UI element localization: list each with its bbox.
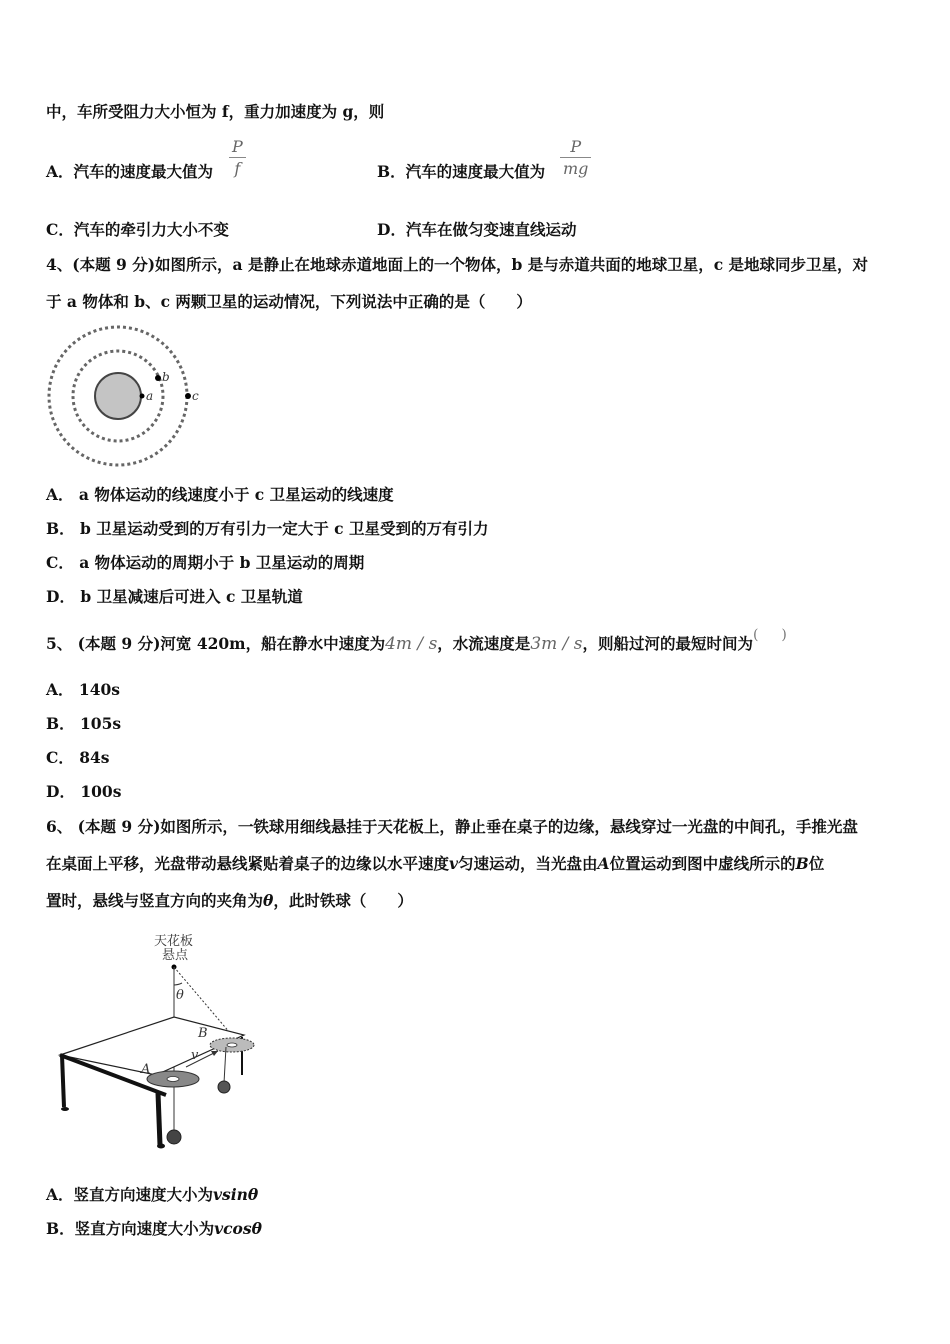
q6-stem-line1: 6、 (本题 9 分)如图所示，一铁球用细线悬挂于天花板上，静止垂在桌子的边缘，悬线穿过一光盘的中间孔，手推光盘 [46,817,858,836]
ball-a [167,1130,181,1144]
label-b: b [162,370,170,384]
q3-option-b-fraction: $\frac{P}{mg}$ [560,137,591,180]
water-speed: 3m / s [530,634,583,654]
q3-option-c[interactable]: C．汽车的牵引力大小不变 [46,220,229,239]
q4-option-a[interactable]: A． a 物体运动的线速度小于 c 卫星运动的线速度 [46,485,394,504]
satellite-c-dot [185,393,191,399]
q6-stem-line3: 置时，悬线与竖直方向的夹角为θ，此时铁球（ ） [46,891,413,910]
leg-foot-left [61,1107,69,1111]
q3-option-d[interactable]: D．汽车在做匀变速直线运动 [377,220,577,239]
position-b-label: B [198,1026,208,1041]
leg-foot-front [157,1144,165,1149]
q5-option-b[interactable]: B． 105s [46,714,122,733]
earth [95,373,141,419]
q5-option-d[interactable]: D． 100s [46,782,122,801]
q6-stem-line2: 在桌面上平移，光盘带动悬线紧贴着桌子的边缘以水平速度v匀速运动，当光盘由A位置运动到图中虚线所示的B位 [46,854,825,873]
table-leg-left [62,1055,64,1107]
q3-option-a-text: A．汽车的速度最大值为 [46,162,214,181]
table-leg-front [158,1093,160,1145]
q4-option-b[interactable]: B． b 卫星运动受到的万有引力一定大于 c 卫星受到的万有引力 [46,519,489,538]
suspension-point-label: 悬点 [162,948,189,963]
position-a-label: A [141,1062,151,1077]
q3-option-b[interactable] [377,162,545,182]
q3-option-a-fraction: $\frac{P}{f}$ [229,137,246,180]
q4-option-d[interactable]: D． b 卫星减速后可进入 c 卫星轨道 [46,587,303,606]
q5-stem: 5、 (本题 9 分)河宽 420m，船在静水中速度为4m / s，水流速度是3m / s，则船过河的最短时间为( ) [46,627,787,654]
q4-stem-line1: 4、(本题 9 分)如图所示，a 是静止在地球赤道地面上的一个物体，b 是与赤道共面的地球卫星，c 是地球同步卫星，对 [46,255,869,274]
orbit-figure [46,325,206,475]
label-c: c [192,389,199,403]
q6-option-b[interactable]: B．竖直方向速度大小为vcosθ [46,1219,262,1238]
boat-speed: 4m / s [385,634,438,654]
satellite-b-dot [155,375,161,381]
q3-option-b-text: B．汽车的速度最大值为 [377,162,546,181]
disc-a-hole [167,1077,179,1082]
q5-option-c[interactable]: C． 84s [46,748,110,767]
angle-arc [174,983,182,985]
angle-theta-label: θ [176,988,184,1003]
velocity-label: v [191,1048,199,1063]
q4-stem-line2: 于 a 物体和 b、c 两颗卫星的运动情况，下列说法中正确的是（ ） [46,292,532,311]
q3-option-a[interactable] [46,162,213,182]
label-a: a [146,389,154,403]
object-a-dot [140,394,145,399]
string-b-down [224,1047,226,1083]
table-figure [46,925,266,1155]
q3-stem-tail: 中，车所受阻力大小恒为 f，重力加速度为 g，则 [46,102,385,121]
q4-option-c[interactable]: C． a 物体运动的周期小于 b 卫星运动的周期 [46,553,365,572]
ceiling-label: 天花板 [154,934,194,949]
q5-option-a[interactable]: A． 140s [46,680,121,699]
q6-option-a[interactable]: A．竖直方向速度大小为vsinθ [46,1185,259,1204]
ball-b [218,1081,230,1093]
answer-paren: ( ) [753,627,787,643]
disc-b-hole [227,1043,237,1047]
